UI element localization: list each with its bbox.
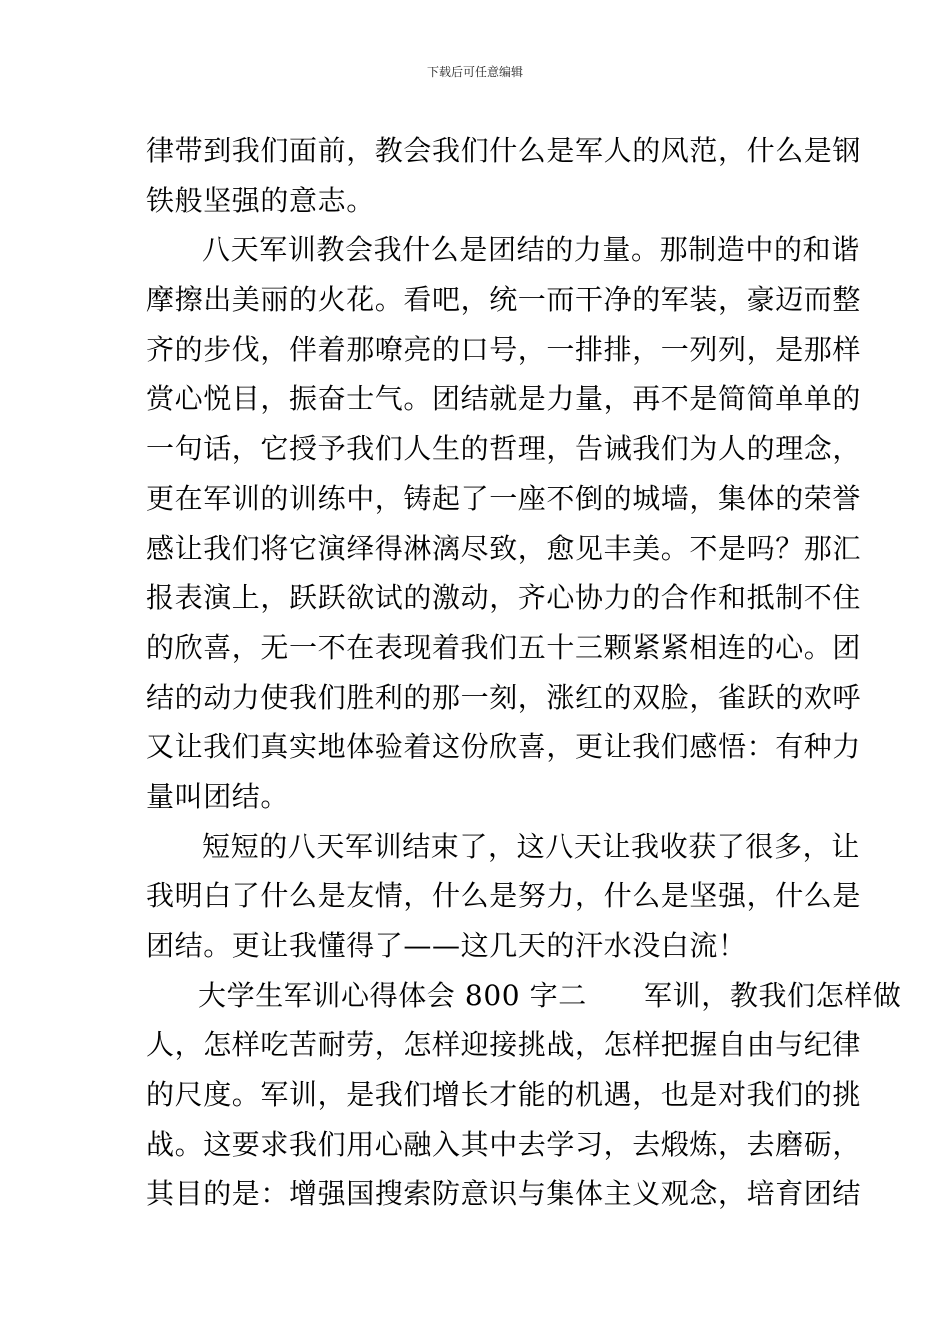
text-line: 齐的步伐，伴着那嘹亮的口号，一排排，一列列，是那样 [146,332,862,366]
text-line: 量叫团结。 [146,779,290,813]
text-line: 感让我们将它演绎得淋漓尽致，愈见丰美。不是吗？那汇 [146,531,862,565]
text-line: 一句话，它授予我们人生的哲理，告诫我们为人的理念， [146,432,862,466]
text-line: 更在军训的训练中，铸起了一座不倒的城墙，集体的荣誉 [146,481,862,515]
text-line: 结的动力使我们胜利的那一刻，涨红的双脸，雀跃的欢呼 [146,680,862,714]
text-line: 八天军训教会我什么是团结的力量。那制造中的和谐 [202,233,860,267]
text-line: 的欣喜，无一不在表现着我们五十三颗紧紧相连的心。团 [146,630,862,664]
text-line: 团结。更让我懂得了——这几天的汗水没白流！ [146,929,747,962]
text-line: 又让我们真实地体验着这份欣喜，更让我们感悟：有种力 [146,730,862,764]
text-line: 律带到我们面前，教会我们什么是军人的风范，什么是钢 [146,134,862,167]
document-body [146,126,902,1219]
text-line: 铁般坚强的意志。 [146,183,375,217]
text-line: 摩擦出美丽的火花。看吧，统一而干净的军装，豪迈而整 [146,283,862,317]
text-line: 大学生军训心得体会 800 字二 军训，教我们怎样做 [198,978,902,1012]
text-line: 短短的八天军训结束了，这八天让我收获了很多，让 [202,829,860,863]
text-line: 战。这要求我们用心融入其中去学习，去煅炼，去磨砺， [146,1127,862,1161]
text-line: 其目的是：增强国搜索防意识与集体主义观念，培育团结 [146,1177,862,1211]
text-line: 报表演上，跃跃欲试的激动，齐心协力的合作和抵制不住 [146,581,862,615]
text-line: 的尺度。军训，是我们增长才能的机遇，也是对我们的挑 [146,1078,862,1112]
text-line: 赏心悦目，振奋士气。团结就是力量，再不是简简单单的 [146,382,862,416]
page-header: 下载后可任意编辑 [426,65,523,79]
text-line: 我明白了什么是友情，什么是努力，什么是坚强，什么是 [146,879,862,913]
text-line: 人，怎样吃苦耐劳，怎样迎接挑战，怎样把握自由与纪律 [146,1028,862,1062]
